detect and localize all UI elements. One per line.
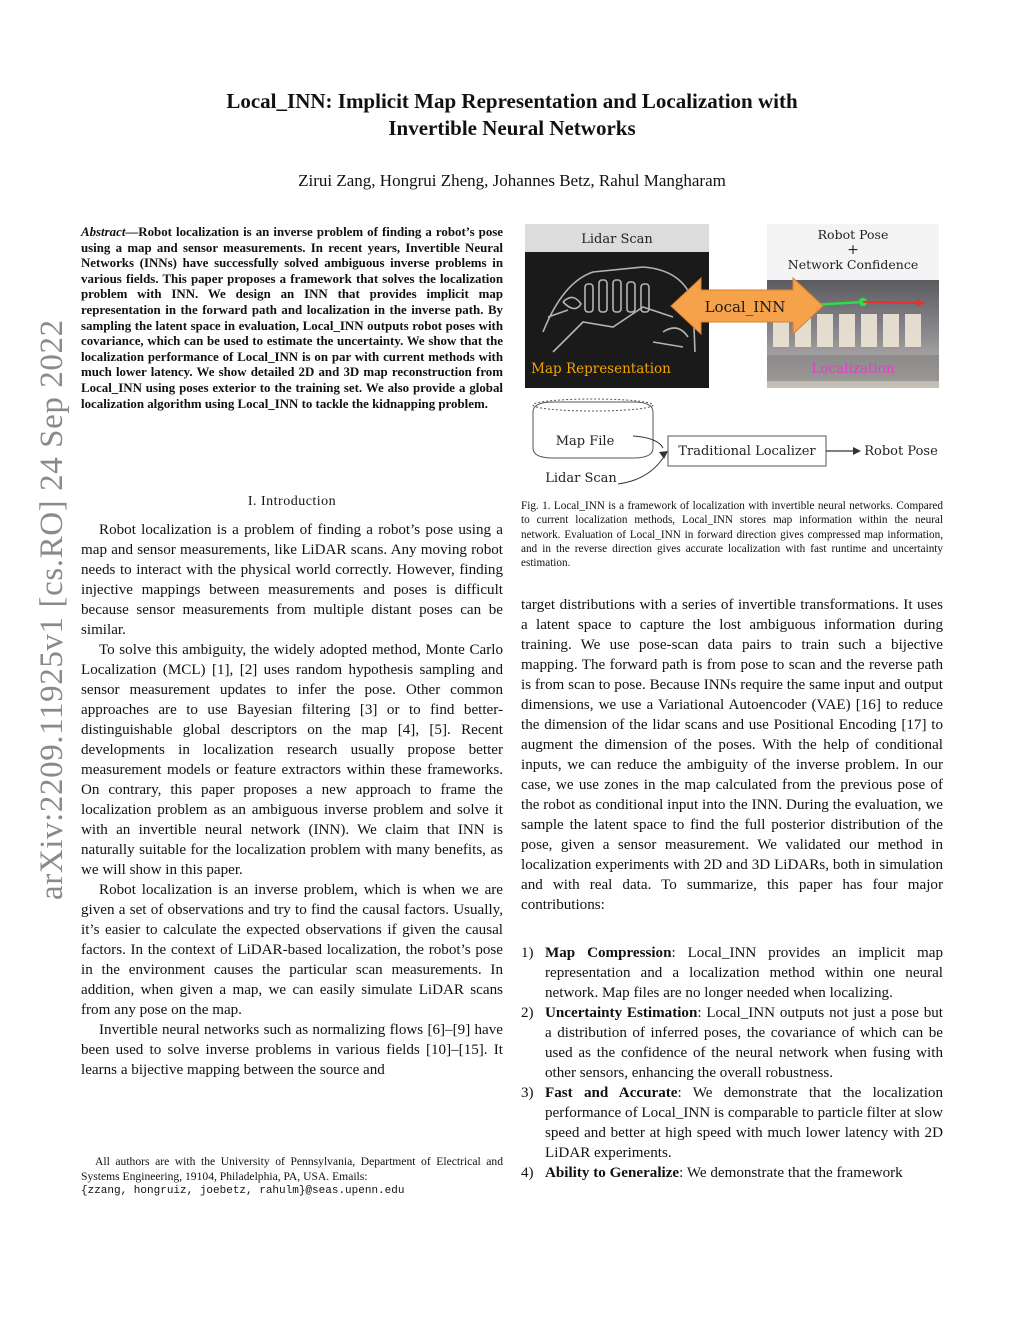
- intro-paragraph: Robot localization is a problem of finding a robot’s pose using a map and sensor measurements, like LiDAR scans. Any moving robot needs to interact with the physical world correctly. However, finding injective mappings between measurements and poses is difficult because sensor measurements from multiple distant poses can be similar.: [81, 522, 503, 638]
- figure-1-diagram: [523, 222, 943, 497]
- left-column-body: [81, 520, 503, 1080]
- list-item: [521, 943, 943, 1003]
- footnote-emails: {zzang, hongruiz, joebetz, rahulm}@seas.upenn.edu: [81, 1185, 405, 1197]
- figure-1: [523, 222, 943, 497]
- contribution-text: : We demonstrate that the framework: [679, 1165, 903, 1181]
- list-number: 3): [521, 1085, 534, 1101]
- plus-label: +: [847, 242, 859, 258]
- heading-arrow: [863, 302, 919, 303]
- contribution-title: Ability to Generalize: [545, 1165, 680, 1181]
- list-number: 1): [521, 945, 534, 961]
- local-inn-label: Local_INN: [704, 298, 786, 316]
- contribution-text: : Local_INN provides an implicit map representation and a localization method within one neural network. Map files are no longer needed when localizing.: [545, 945, 943, 1001]
- paper-title-line-1: Local_INN: Implicit Map Representation and Localization with: [226, 89, 798, 113]
- intro-paragraph: Robot localization is an inverse problem, which is when we are given a set of observations and try to find the causal factors. Usually, it’s easier to calculate the expected observations if given the causal factors. In the context of LiDAR-based localization, the robot’s pose in the environment causes the particular scan measurements. In addition, when given a map, we can easily simulate LiDAR scans from any pose on the map.: [81, 882, 503, 1018]
- paper-title-line-2: Invertible Neural Networks: [388, 116, 636, 140]
- contribution-title: Map Compression: [545, 945, 672, 961]
- traditional-localizer-label: Traditional Localizer: [678, 444, 816, 459]
- contribution-title: Uncertainty Estimation: [545, 1005, 698, 1021]
- section-heading-introduction: I. Introduction: [247, 494, 337, 509]
- map-file-cylinder: [533, 402, 653, 458]
- map-file-label: Map File: [555, 434, 615, 449]
- right-column-body: [521, 595, 943, 915]
- footnote: [81, 1155, 503, 1199]
- list-item: [521, 1083, 943, 1163]
- abstract-label: Abstract: [81, 225, 126, 239]
- robot-pose-label: Robot Pose: [817, 227, 889, 242]
- map-representation-label: Map Representation: [531, 361, 671, 377]
- lidar-scan-label: Lidar Scan: [581, 232, 653, 247]
- footnote-affiliation: All authors are with the University of Pennsylvania, Department of Electrical and Systems Engineering, 19104, Philadelphia, PA, USA. Emails:: [81, 1155, 503, 1183]
- author-list: Zirui Zang, Hongrui Zheng, Johannes Betz, Rahul Mangharam: [298, 171, 726, 190]
- list-item: [521, 1003, 943, 1083]
- contribution-text: : Local_INN outputs not just a pose but a distribution of inferred poses, the covariance of which can be used as the confidence of the neural network when fusing with other sensors, enhancing the overall robustness.: [545, 1005, 943, 1081]
- intro-continuation-paragraph: target distributions with a series of invertible transformations. It uses a latent space to capture the lost ambiguous information during training. We use pose-scan data pairs to train such a bijective mapping. The forward path is from pose to scan and the reverse path is from scan to pose. Because INNs require the same input and output dimensions, we use a Variational Autoencoder (VAE) [16] to reduce the dimension of the lidar scans and use Positional Encoding [17] to augment the dimension of the poses. With the help of conditional inputs, we can reduce the ambiguity of the inverse problem. In our case, we use zones in the map calculated from the previous pose of the robot as conditional input into the INN. During the evaluation, we sample the latent space to find the full posterior distribution of the pose, given a sensor measurement. We validated our method in localization experiments with 2D and 3D LiDARs, both in simulation and with real data. To summarize, this paper has four major contributions:: [521, 597, 943, 913]
- contribution-title: Fast and Accurate: [545, 1085, 678, 1101]
- lidar-scan-input-label: Lidar Scan: [545, 471, 617, 486]
- list-item: [521, 1163, 943, 1183]
- intro-paragraph: Invertible neural networks such as normalizing flows [6]–[9] have been used to solve inverse problems in various fields [10]–[15]. It learns a bijective mapping between the source and: [81, 1022, 503, 1078]
- robot-pose-output-label: Robot Pose: [864, 444, 938, 459]
- intro-paragraph: To solve this ambiguity, the widely adopted method, Monte Carlo Localization (MCL) [1], [2] uses random hypothesis sampling and sensor measurement updates to infer the pose. Other common approaches are to use Bayesian filtering [3] or to find better-distinguishable global descriptors on the map [4], [5]. Recent developments in localization research usually propose better measurement models or feature extractors within these frameworks. On contrary, this paper proposes a new approach to frame the localization problem as an ambiguous inverse problem and solve it with an invertible neural network (INN). We claim that INN is naturally suitable for the localization problem with many benefits, as we will show in this paper.: [81, 642, 503, 878]
- arxiv-identifier: arXiv:2209.11925v1 [cs.RO] 24 Sep 2022: [34, 319, 70, 900]
- localization-label: Localization: [811, 361, 895, 377]
- abstract-text: —Robot localization is an inverse problem of finding a robot’s pose using a map and sensor measurements. In recent years, Invertible Neural Networks (INNs) have successfully solved ambiguous inverse problems in various fields. This paper proposes a framework that solves the localization problem with INN. We design an INN that provides implicit map representation in the forward path and localization in the inverse path. By sampling the latent space in evaluation, Local_INN outputs robot poses with covariance, which can be used to estimate the uncertainty. We show that the localization performance of Local_INN is on par with current methods with much lower latency. We show detailed 2D and 3D map reconstruction from Local_INN using poses exterior to the training set. We also provide a global localization algorithm using Local_INN to tackle the kidnapping problem.: [81, 225, 503, 411]
- contributions-list: [521, 943, 943, 1183]
- figure-1-caption: Fig. 1. Local_INN is a framework of localization with invertible neural networks. Compared to current localization methods, Local_INN stores map information within the neural network. Evaluation of Local_INN in forward direction gives compressed map information, and in the reverse direction gives accurate localization with fast runtime and uncertainty estimation.: [521, 500, 943, 570]
- list-number: 4): [521, 1165, 534, 1181]
- paper-title: [120, 88, 904, 142]
- contribution-text: : We demonstrate that the localization performance of Local_INN is comparable to particle filter at slow speed and better at high speed with much lower latency with 2D LiDAR experiments.: [545, 1085, 943, 1161]
- abstract: [81, 225, 503, 412]
- list-number: 2): [521, 1005, 534, 1021]
- network-confidence-label: Network Confidence: [787, 257, 919, 272]
